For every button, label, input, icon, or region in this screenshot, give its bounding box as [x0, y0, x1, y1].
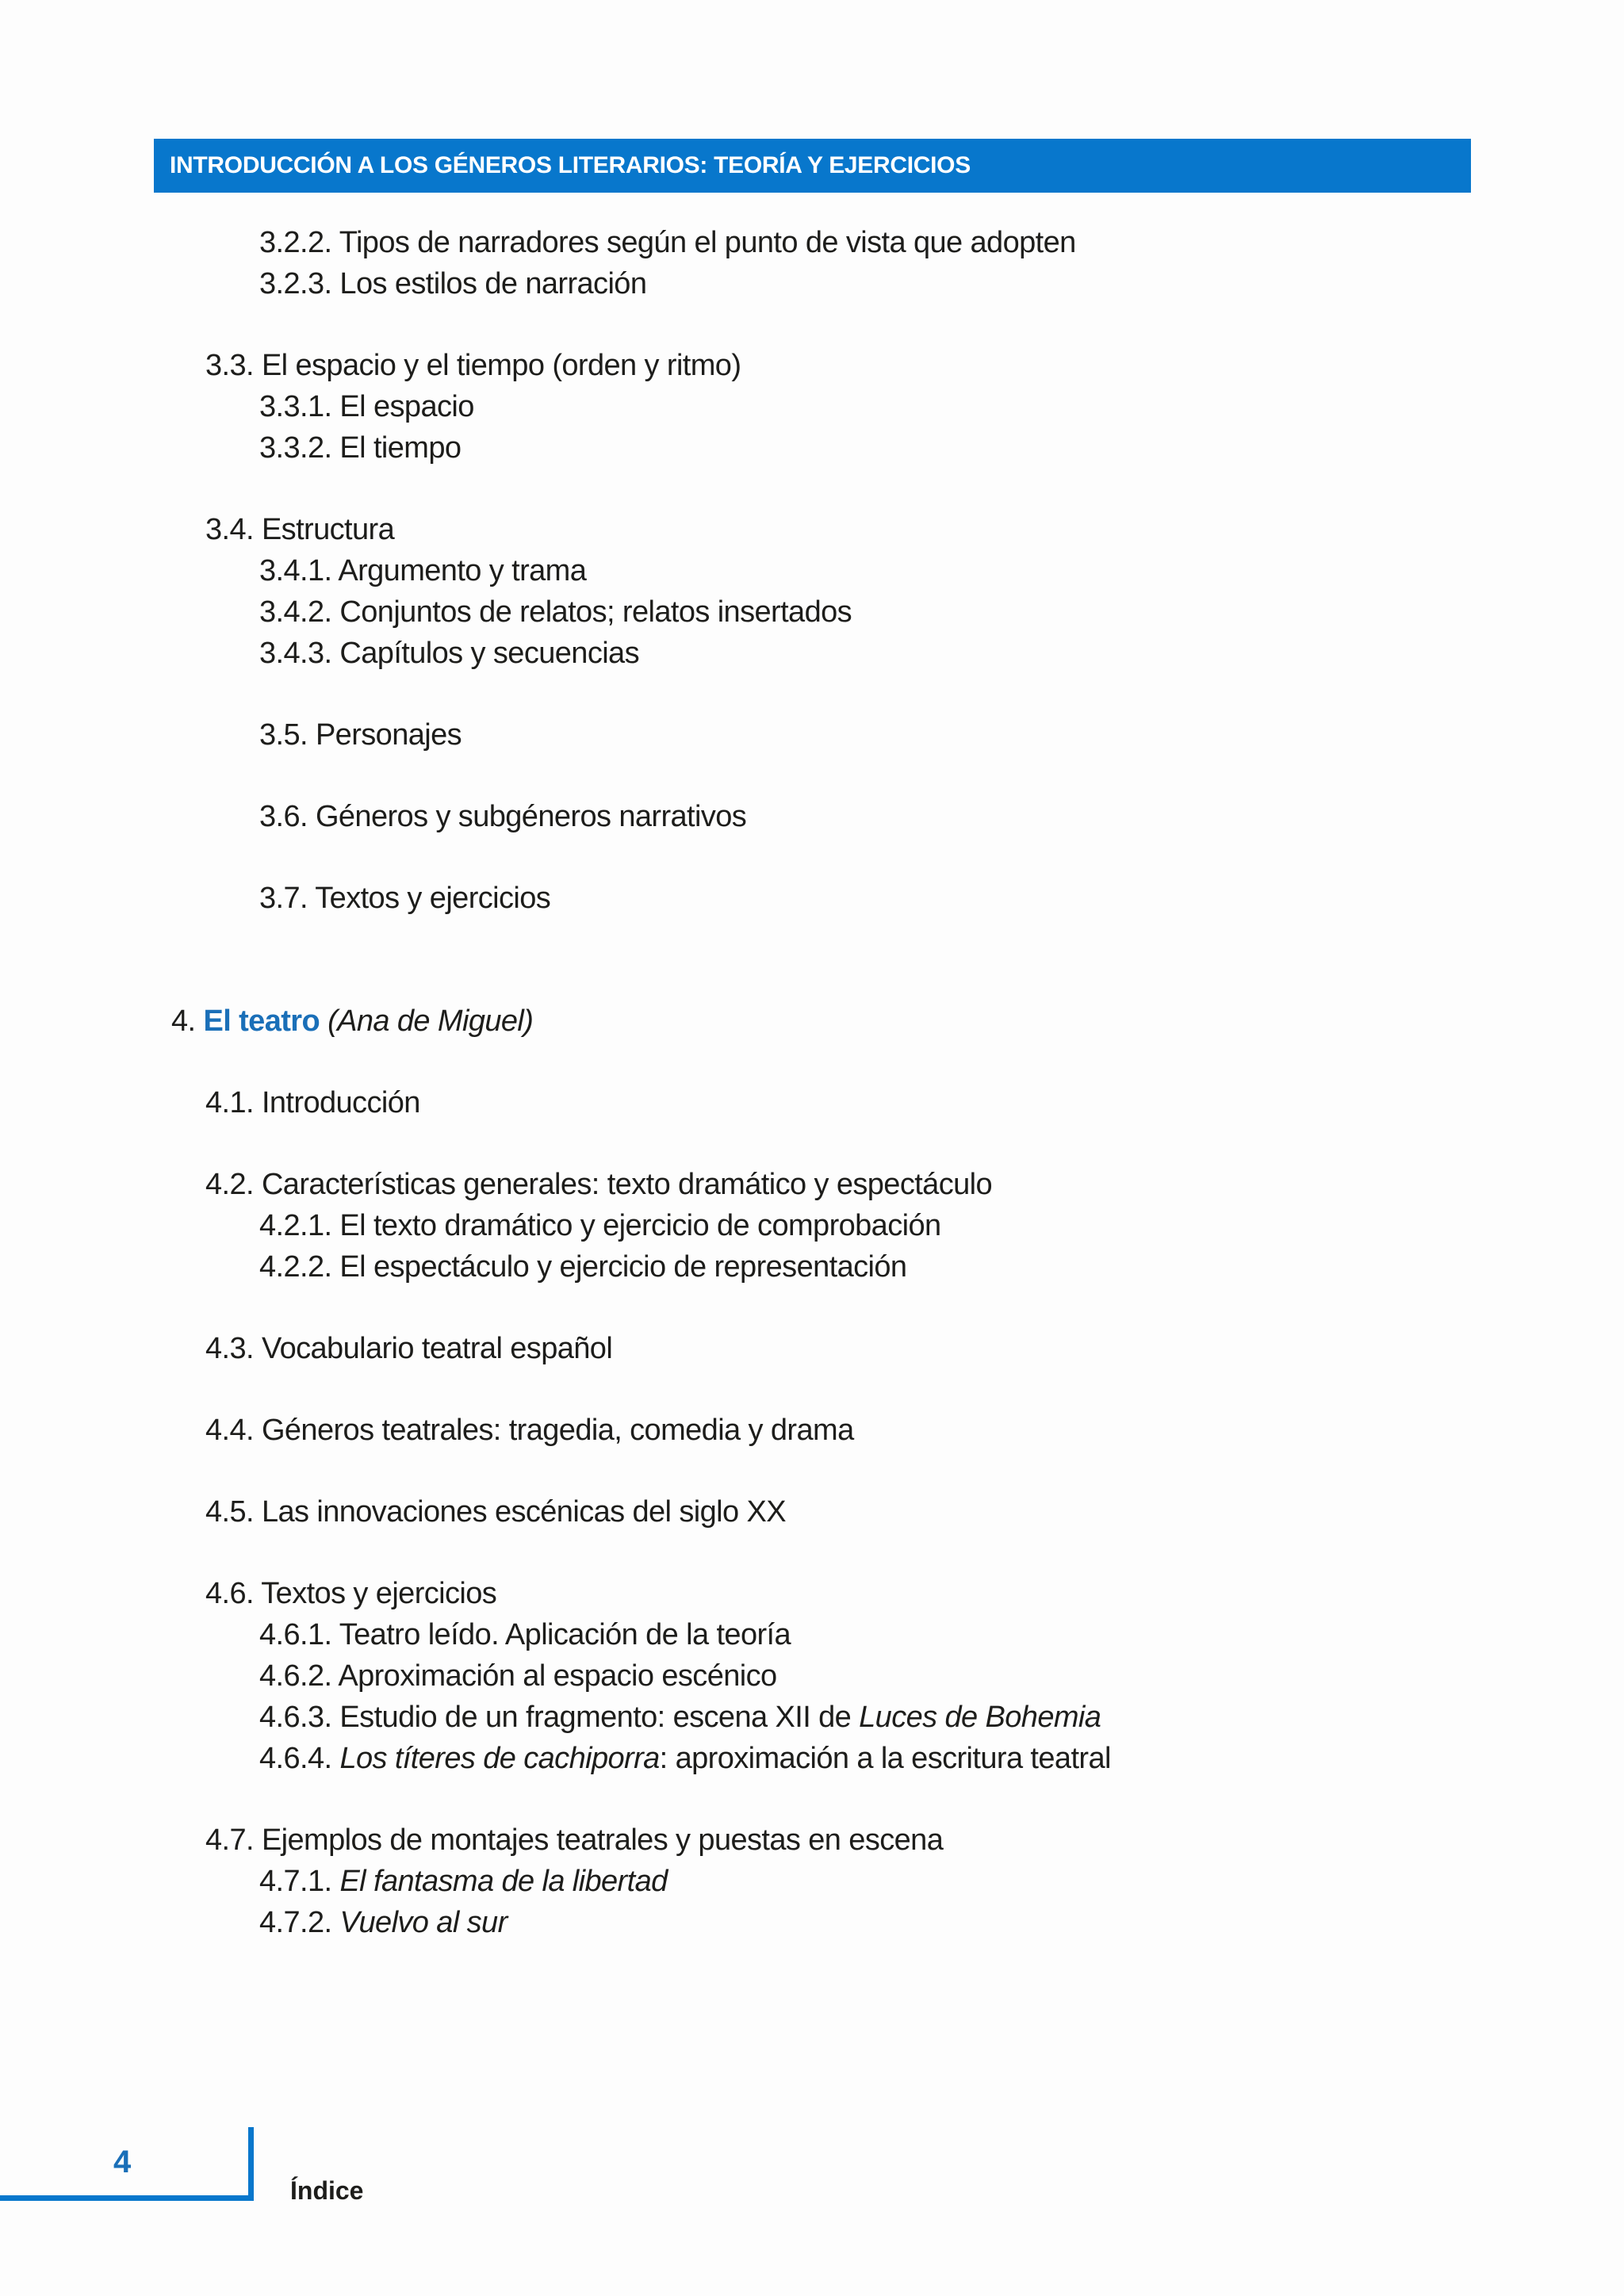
toc-entry-3-2-3: 3.2.3. Los estilos de narración	[259, 267, 647, 300]
toc-entry-4-3: 4.3. Vocabulario teatral español	[205, 1332, 613, 1365]
toc-entry-4-6-3	[259, 1697, 1101, 1738]
toc-entry-3-2-2: 3.2.2. Tipos de narradores según el punto de vista que adopten	[259, 226, 1076, 259]
toc-entry-4-2: 4.2. Características generales: texto dramático y espectáculo	[205, 1168, 993, 1201]
toc-entry-4-6-1: 4.6.1. Teatro leído. Aplicación de la teoría	[259, 1618, 791, 1651]
work-title: Vuelvo al sur	[339, 1906, 508, 1939]
toc-entry-4-7-2	[259, 1902, 508, 1943]
toc-entry-3-7: 3.7. Textos y ejercicios	[259, 882, 551, 915]
toc-entry-3-6: 3.6. Géneros y subgéneros narrativos	[259, 800, 747, 833]
toc-entry-3-4-2: 3.4.2. Conjuntos de relatos; relatos insertados	[259, 595, 852, 629]
entry-prefix: 4.7.2.	[259, 1906, 340, 1939]
toc-entry-4-6-2: 4.6.2. Aproximación al espacio escénico	[259, 1659, 777, 1693]
toc-entry-3-5: 3.5. Personajes	[259, 718, 462, 752]
chapter-title: El teatro	[203, 1004, 320, 1038]
toc-entry-3-4: 3.4. Estructura	[205, 513, 395, 546]
toc-chapter-4	[171, 1001, 533, 1042]
toc-entry-4-6-4	[259, 1738, 1111, 1779]
toc-entry-4-5: 4.5. Las innovaciones escénicas del siglo XX	[205, 1495, 786, 1529]
entry-prefix: 4.6.4.	[259, 1742, 340, 1775]
toc-entry-3-4-1: 3.4.1. Argumento y trama	[259, 554, 587, 587]
running-header-title: INTRODUCCIÓN A LOS GÉNEROS LITERARIOS: TEORÍA Y EJERCICIOS	[170, 152, 971, 178]
toc-entry-3-3: 3.3. El espacio y el tiempo (orden y ritmo)	[205, 349, 741, 382]
entry-prefix: 4.7.1.	[259, 1865, 340, 1898]
footer-section-label: Índice	[290, 2176, 364, 2205]
page-number: 4	[113, 2145, 132, 2179]
entry-prefix: 4.6.3. Estudio de un fragmento: escena XII de	[259, 1701, 860, 1734]
toc-entry-3-3-1: 3.3.1. El espacio	[259, 390, 474, 423]
toc-entry-4-6: 4.6. Textos y ejercicios	[205, 1577, 497, 1610]
toc-entry-4-4: 4.4. Géneros teatrales: tragedia, comedia y drama	[205, 1414, 854, 1447]
running-header-bar	[154, 139, 1471, 193]
chapter-author: (Ana de Miguel)	[327, 1004, 534, 1038]
toc-entry-3-4-3: 3.4.3. Capítulos y secuencias	[259, 637, 639, 670]
footer-rule-vertical	[248, 2127, 254, 2201]
toc-entry-4-7-1	[259, 1861, 668, 1902]
work-title: El fantasma de la libertad	[339, 1865, 668, 1898]
footer-rule-horizontal	[0, 2195, 254, 2201]
entry-suffix: : aproximación a la escritura teatral	[659, 1742, 1111, 1775]
work-title: Los títeres de cachiporra	[339, 1742, 660, 1775]
toc-entry-3-3-2: 3.3.2. El tiempo	[259, 431, 462, 465]
chapter-number: 4.	[171, 1004, 196, 1038]
work-title: Luces de Bohemia	[859, 1701, 1101, 1734]
toc-entry-4-2-2: 4.2.2. El espectáculo y ejercicio de representación	[259, 1250, 907, 1284]
toc-entry-4-2-1: 4.2.1. El texto dramático y ejercicio de comprobación	[259, 1209, 941, 1242]
toc-entry-4-1: 4.1. Introducción	[205, 1086, 420, 1119]
toc-entry-4-7: 4.7. Ejemplos de montajes teatrales y puestas en escena	[205, 1823, 944, 1857]
